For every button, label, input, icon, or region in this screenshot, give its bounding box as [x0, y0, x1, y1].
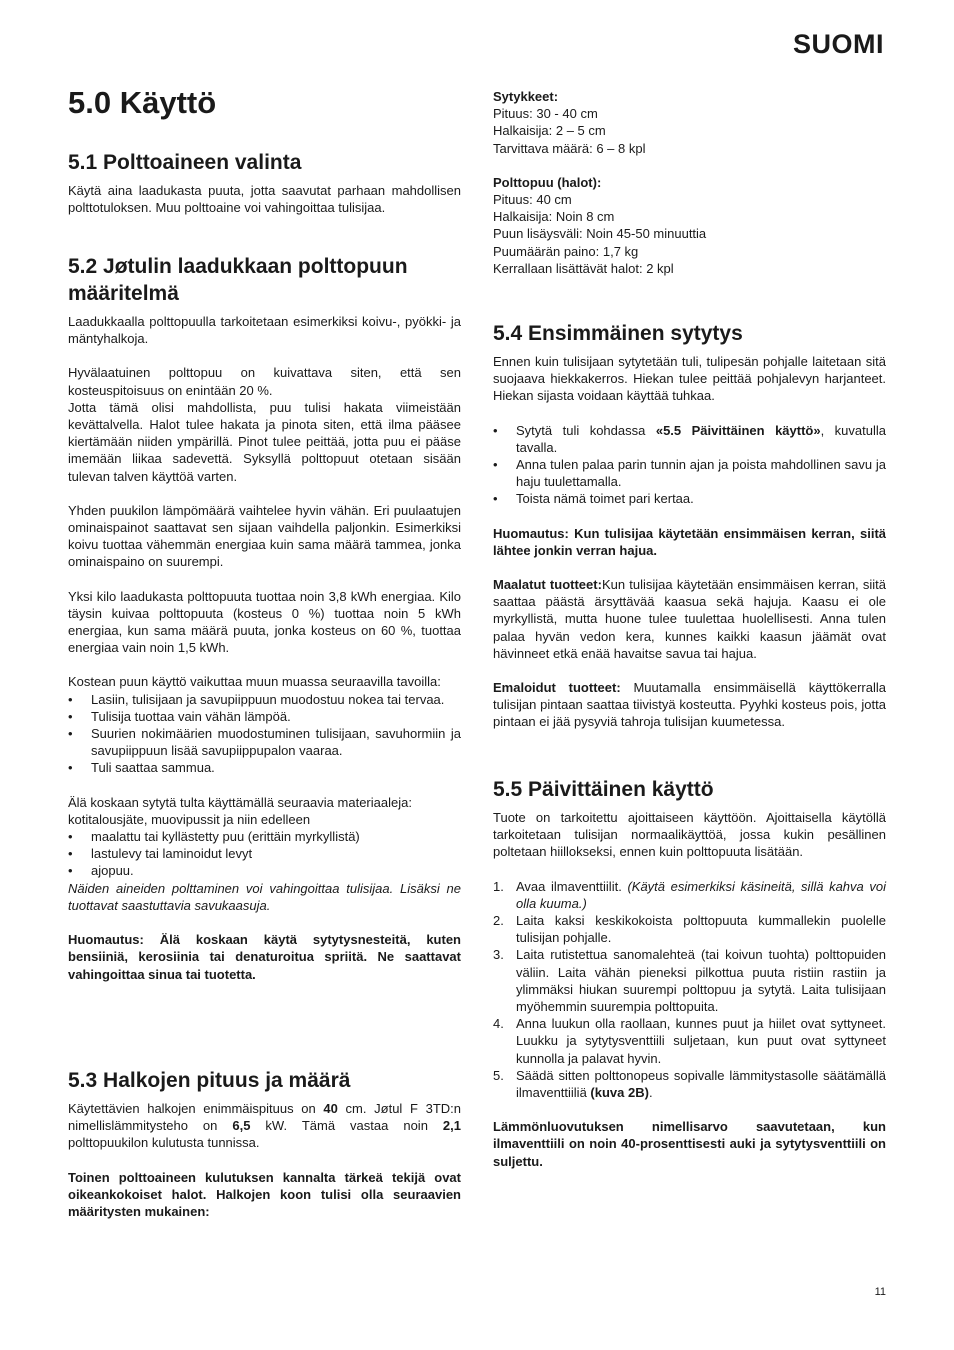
language-label: SUOMI — [792, 29, 884, 59]
list-item: • Sytytä tuli kohdassa «5.5 Päivittäinen käyttö», kuvatulla tavalla. — [493, 422, 886, 456]
spec-line: Pituus: 30 - 40 cm — [493, 106, 598, 122]
list-item: 3. Laita rutistettua sanomalehteä (tai koivun tuohta) polttopuiden väliin. Laita vähän pieneksi pilkottua puuta ristiin rastiin ja ylimmäksi hiukan suurempi polttopuu ja sytytä. Laita tulisijaan myöhemmin suurempia polttopuita. — [493, 947, 886, 1015]
kindling-spec — [493, 88, 886, 277]
list-item: • maalattu tai kyllästetty puu (erittäin myrkyllistä) — [68, 828, 461, 845]
section-5-2 — [68, 253, 461, 983]
first-use-list — [493, 422, 886, 508]
paragraph: Laadukkaalla polttopuulla tarkoitetaan esimerkiksi koivu-, pyökki- ja mäntyhalkoja. — [68, 314, 461, 347]
list-item: 5. Säädä sitten polttonopeus sopivalle lämmitystasolle säätämällä ilmaventtiiliä (kuva 2B). — [493, 1067, 886, 1101]
paragraph: Yhden puukilon lämpömäärä vaihtelee hyvin vähän. Eri puulaatujen ominaispainot saattavat sen sijaan vaihdella paljonkin. Esimerkiksi koivu tuottaa vähemmän energiaa kuin sama määrä tammea, jonka ominaispaino on suurempi. — [68, 502, 461, 570]
section-title: 5.4 Ensimmäinen sytytys — [493, 322, 743, 345]
list-item: 4. Anna luukun olla raollaan, kunnes puut ja hiilet ovat syttyneet. Luukku ja sytytysventtiili suljetaan, kun puut ovat syttyneet kunnolla ja palavat hyvin. — [493, 1016, 886, 1066]
spec-line: Kerrallaan lisättävät halot: 2 kpl — [493, 260, 674, 276]
spec-title: Sytykkeet: — [493, 89, 559, 104]
section-5-1 — [68, 149, 461, 216]
list-item: • Tulisija tuottaa vain vähän lämpöä. — [68, 708, 461, 725]
paragraph: Tuote on tarkoitettu ajoittaiseen käyttöön. Ajoittaisella käytöllä tarkoitetaan tulisijan normaalikäyttöä, jossa kukin pesällinen poltetaan hiillokseksi, ennen kuin polttopuuta lisätään. — [493, 810, 886, 860]
effects-list — [68, 691, 461, 777]
list-item: • ajopuu. — [68, 862, 461, 879]
paragraph: Kostean puun käyttö vaikuttaa muun muassa seuraavilla tavoilla: — [68, 674, 441, 690]
list-item: • Tuli saattaa sammua. — [68, 759, 461, 776]
paragraph: Jotta tämä olisi mahdollista, puu tulisi hakata viimeistään kevättalvella. Halot tulee hakata ja pinota siten, että ilma pääsee kiertämään niiden ympärillä. Pinot tulee peittää, jotta puu ei pääse imemään liikaa sadevettä. Syksyllä polttopuut otetaan sisään tulevan talven käyttöä varten. — [68, 399, 461, 484]
spec-line: Pituus: 40 cm — [493, 192, 572, 208]
section-title: 5.5 Päivittäinen käyttö — [493, 778, 714, 801]
note: Lämmönluovutuksen nimellisarvo saavutetaan, kun ilmaventtiili on noin 40-prosenttisesti auki ja sytytysventtiili on suljettu. — [493, 1119, 886, 1169]
section-5-4 — [493, 320, 886, 731]
daily-steps-list — [493, 878, 886, 1102]
paragraph: Älä koskaan sytytä tulta käyttämällä seuraavia materiaaleja: — [68, 794, 412, 810]
paragraph: Ennen kuin tulisijaan sytytetään tuli, tulipesän pohjalle laitetaan sitä suojaava hiekkakerros. Hiekan tulee peittää pohjalevyn harjanteet. Hiekan sijasta voidaan käyttää tuhkaa. — [493, 354, 886, 404]
section-5-3 — [68, 1067, 461, 1220]
paragraph: Emaloidut tuotteet: Muutamalla ensimmäisellä käyttökerralla tulisijan pintaan saattaa tiivistyä kosteutta. Pyyhki kosteus pois, jotta pintaan ei jää pysyviä tahroja tulisijan kuumetessa. — [493, 680, 887, 730]
paragraph: kotitalousjäte, muovipussit ja niin edelleen — [68, 811, 311, 827]
note: Huomautus: Kun tulisijaa käytetään ensimmäisen kerran, siitä lähtee jonkin verran hajua. — [493, 525, 886, 558]
section-title: 5.2 Jøtulin laadukkaan polttopuun määritelmä — [68, 255, 408, 305]
paragraph: Yksi kilo laadukasta polttopuuta tuottaa noin 3,8 kWh energiaa. Kilo täysin kuivaa polttopuuta (kosteus 0 %) tuottaa noin 5 kWh energiaa, kun sama määrä puuta, jonka kosteus on 60 %, tuottaa energiaa vain noin 1,5 kWh. — [68, 588, 461, 656]
paragraph: Toinen polttoaineen kulutuksen kannalta tärkeä tekijä ovat oikeankokoiset halot. Halkojen koon tulisi olla seuraavien määritysten mukainen: — [68, 1169, 461, 1220]
spec-title: Polttopuu (halot): — [493, 174, 602, 190]
spec-line: Puumäärän paino: 1,7 kg — [493, 243, 639, 259]
section-5-5 — [493, 776, 886, 1170]
paragraph: Hyvälaatuinen polttopuu on kuivattava siten, että sen kosteuspitoisuus on enintään 20 %. — [68, 365, 461, 398]
paragraph: Näiden aineiden polttaminen voi vahingoittaa tulisijaa. Lisäksi ne tuottavat saastuttavia savukaasuja. — [68, 880, 461, 913]
section-title: 5.3 Halkojen pituus ja määrä — [68, 1069, 351, 1092]
spec-line: Halkaisija: Noin 8 cm — [493, 209, 615, 225]
list-item: • Toista nämä toimet pari kertaa. — [493, 490, 886, 507]
spec-line: Tarvittava määrä: 6 – 8 kpl — [493, 140, 646, 156]
page-number: 11 — [874, 1286, 886, 1298]
list-item: • Anna tulen palaa parin tunnin ajan ja poista mahdollinen savu ja haju tuulettamalla. — [493, 456, 886, 490]
spec-line: Halkaisija: 2 – 5 cm — [493, 123, 606, 139]
list-item: • lastulevy tai laminoidut levyt — [68, 845, 461, 862]
note: Huomautus: Älä koskaan käytä sytytysnesteitä, kuten bensiiniä, kerosiinia tai denaturoitua spriitä. Ne saattavat vahingoittaa sinua tai tuotetta. — [68, 932, 461, 982]
list-item: 1. Avaa ilmaventtiilit. (Käytä esimerkiksi käsineitä, sillä kahva voi olla kuuma.) — [493, 878, 886, 911]
paragraph: Käytä aina laadukasta puuta, jotta saavutat parhaan mahdollisen polttotuloksen. Muu polttoaine voi vahingoittaa tulisijaa. — [68, 183, 461, 216]
list-item: • Lasiin, tulisijaan ja savupiippuun muodostuu nokea tai tervaa. — [68, 691, 461, 708]
materials-list — [68, 828, 461, 880]
section-title: 5.1 Polttoaineen valinta — [68, 151, 302, 174]
paragraph: Maalatut tuotteet:Kun tulisijaa käytetään ensimmäisen kerran, siitä saattaa päästä ärsyttävää kaasua sekä hajuja. Kaasu ei ole myrkyllistä, mutta huone tulee tuulettaa huolellisesti. Anna tulen palaa hyvän vedon kera, kunnes kaikki kaasun jäämät ovat hävinneet etkä enää havaitse savua tai hajua. — [493, 577, 886, 661]
list-item: • Suurien nokimäärien muodostuminen tulisijaan, savuhormiin ja savupiippuun lisää savupiippupalon vaaraa. — [68, 725, 461, 759]
spec-line: Puun lisäysväli: Noin 45-50 minuuttia — [493, 226, 707, 242]
list-item: 2. Laita kaksi keskikokoista polttopuuta kummallekin puolelle tulisijan pohjalle. — [493, 913, 886, 946]
page-title: 5.0 Käyttö — [68, 85, 217, 120]
paragraph: Käytettävien halkojen enimmäispituus on 40 cm. Jøtul F 3TD:n nimellislämmitysteho on 6,5 kW. Tämä vastaa noin 2,1 polttopuukilon kulutusta tunnissa. — [68, 1101, 461, 1151]
